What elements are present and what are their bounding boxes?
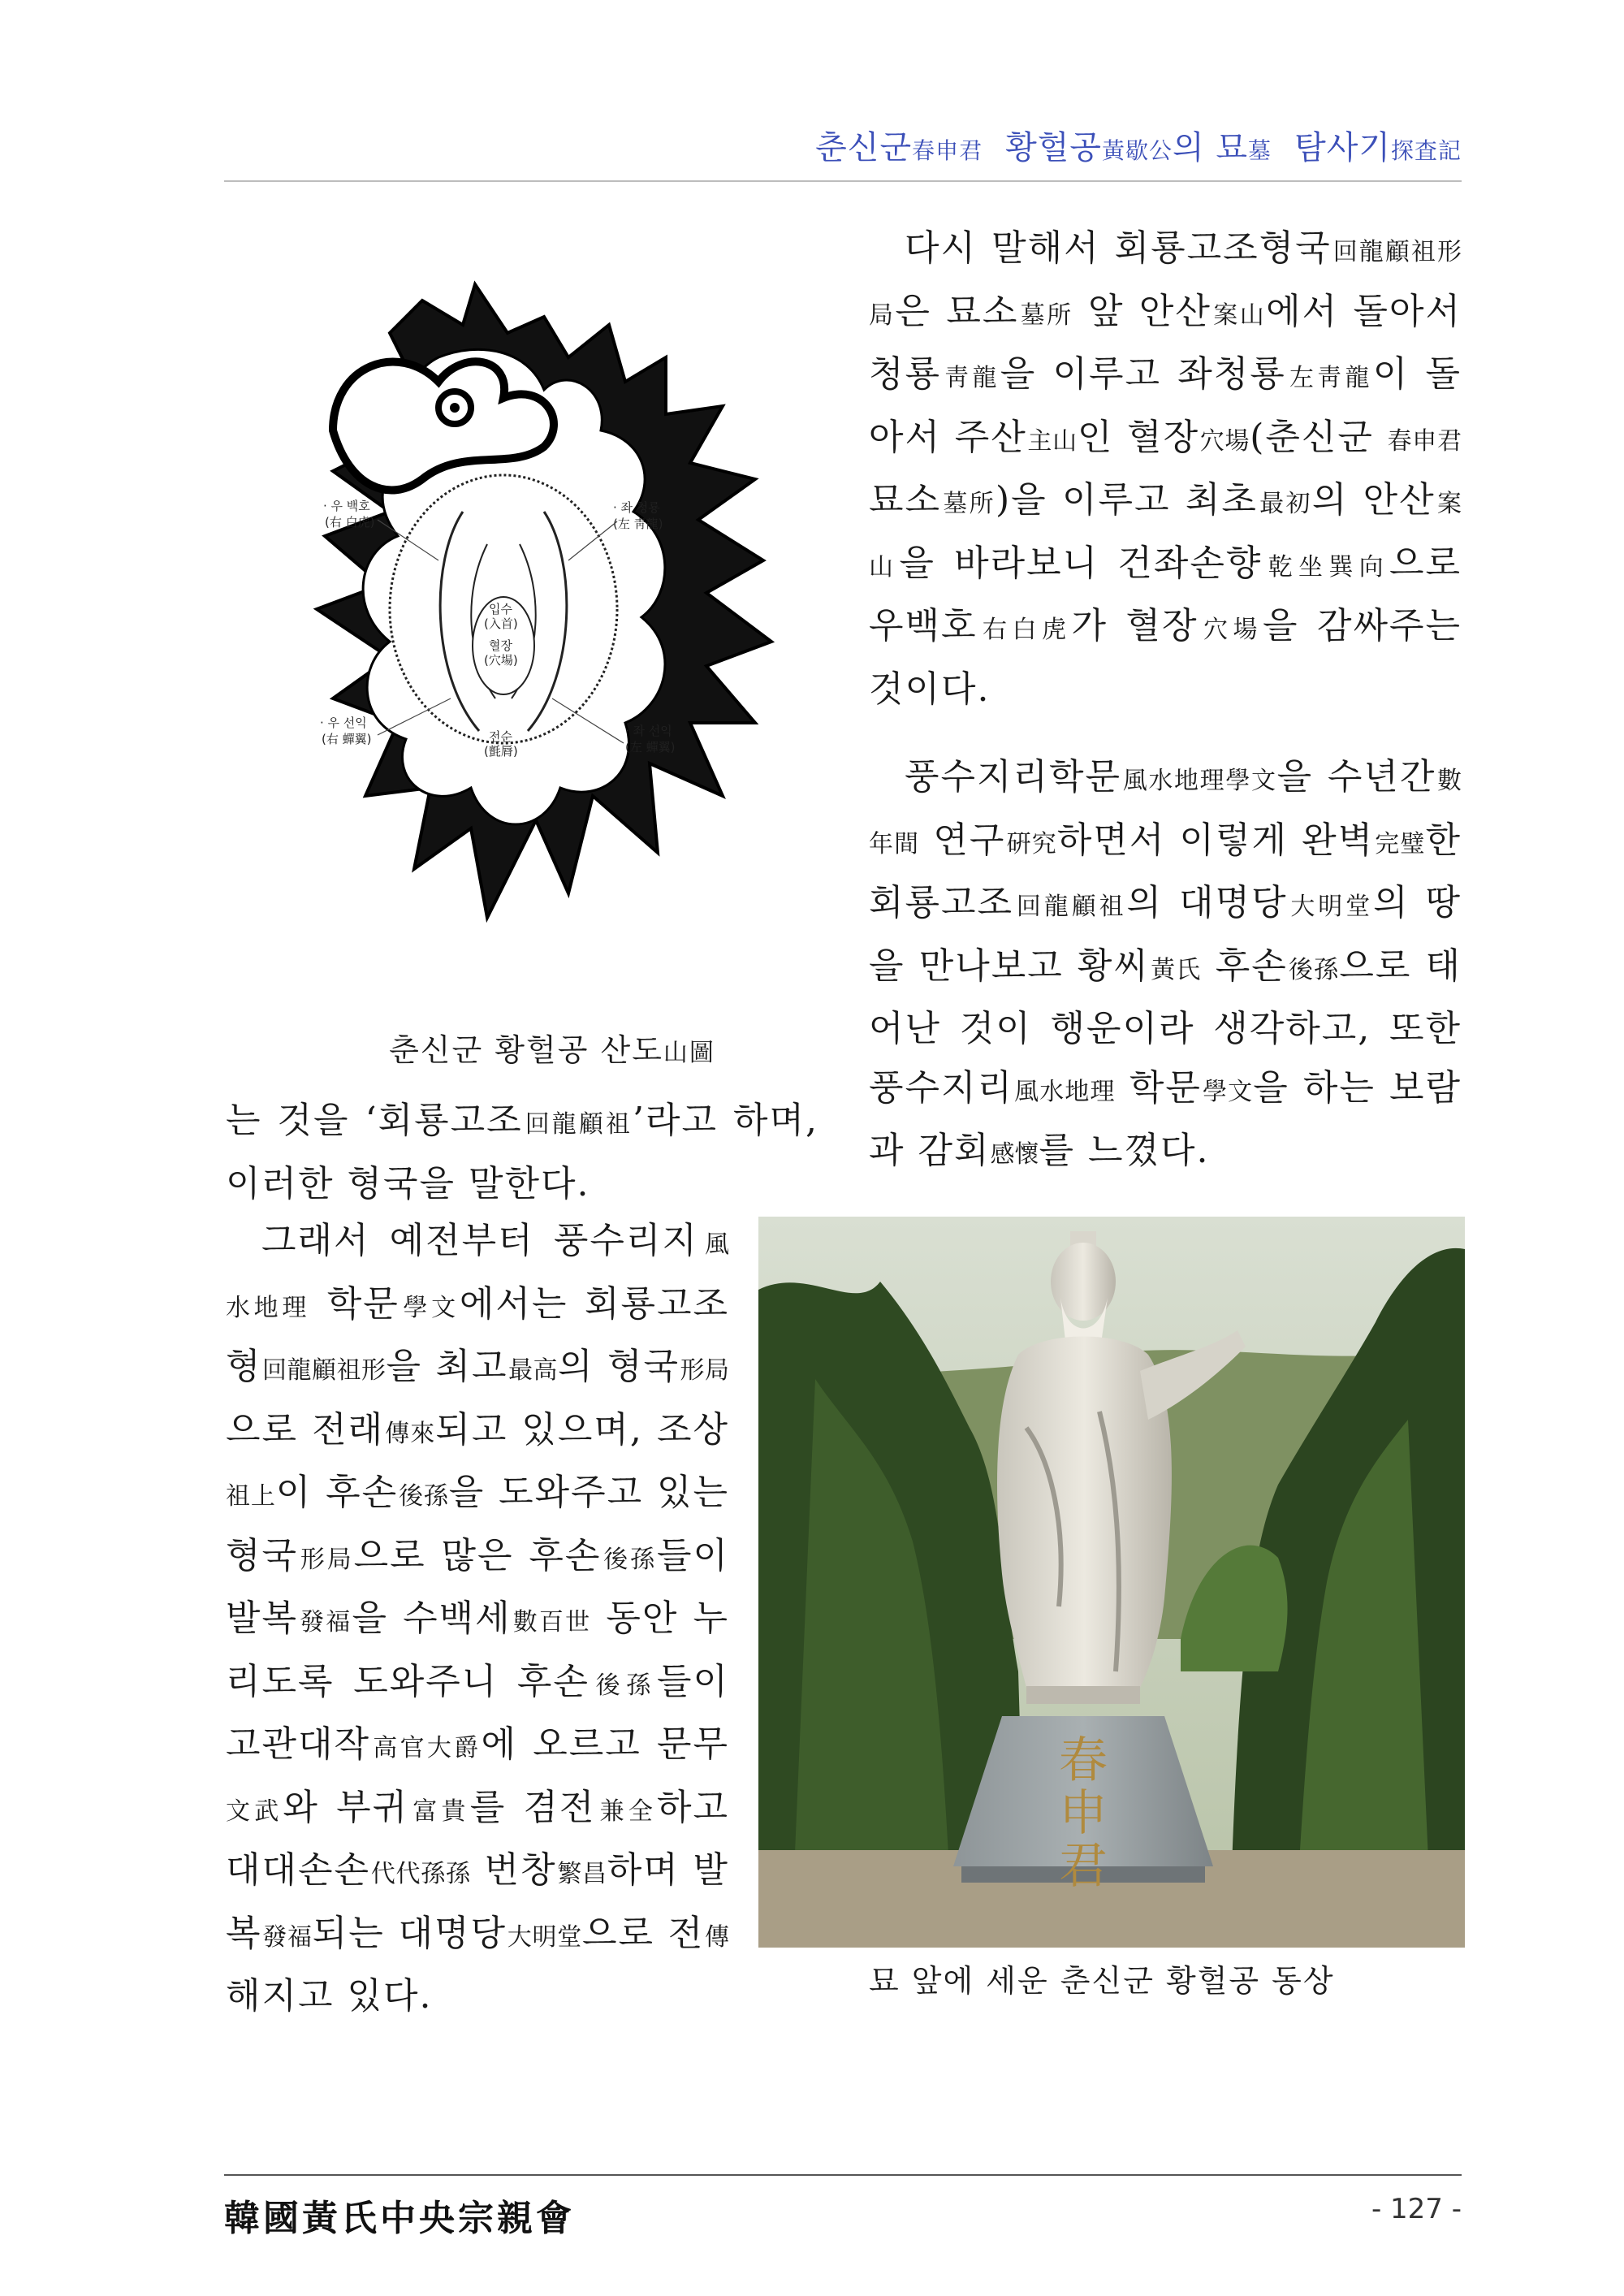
hanja-gloss: 繁昌 bbox=[556, 1860, 607, 1888]
hanja-gloss: 黃氏 bbox=[1149, 955, 1202, 984]
hanja-gloss: 主山 bbox=[1026, 426, 1078, 456]
hanja-gloss: 傳來 bbox=[384, 1419, 436, 1448]
hanja-gloss: 最初 bbox=[1257, 490, 1312, 518]
hanja-gloss: 回龍顧祖 bbox=[1331, 238, 1438, 266]
hanja-gloss: 數年間 bbox=[869, 767, 1462, 858]
hanja-gloss: 形局 bbox=[298, 1545, 354, 1574]
text-run: 은 묘소 bbox=[895, 290, 1019, 332]
hanja-gloss: 右白虎 bbox=[977, 616, 1072, 644]
text-run: 와 부귀 bbox=[283, 1786, 409, 1828]
text-run: 에서는 회룡고조형 bbox=[226, 1282, 730, 1387]
header-h2: 黃歇公 bbox=[1102, 137, 1173, 164]
hanja-gloss: 左靑龍 bbox=[1285, 364, 1373, 392]
header-divider bbox=[224, 180, 1462, 182]
text-run: 번창 bbox=[470, 1849, 557, 1891]
text-run: )을 이루고 최초 bbox=[996, 479, 1258, 521]
text-run: 의 안산 bbox=[1311, 479, 1436, 521]
label-jeonsun-h: (氈脣) bbox=[484, 744, 518, 759]
hanja-gloss: 案山 bbox=[869, 490, 1462, 582]
hanja-gloss: 後孫 bbox=[1287, 955, 1340, 984]
text-run: 후손 bbox=[1201, 945, 1288, 987]
left-paragraph-2 bbox=[226, 1212, 729, 2026]
text-run: 하며 발복 bbox=[226, 1849, 730, 1954]
hanja-gloss: 乾坐巽向 bbox=[1262, 552, 1389, 582]
label-hyeoljang-h: (穴場) bbox=[484, 653, 518, 668]
label-hyeoljang: 혈장 bbox=[489, 638, 512, 653]
hanja-gloss: 穴場 bbox=[1199, 426, 1250, 456]
label-blue-dragon-h: (左 靑龍) bbox=[613, 517, 663, 531]
text-run: 되는 대명당 bbox=[312, 1912, 508, 1954]
hanja-gloss: 案山 bbox=[1211, 301, 1267, 330]
text-run: 을 하는 보람과 감회 bbox=[869, 1066, 1462, 1171]
text-run: 한 회룡고조 bbox=[869, 819, 1462, 923]
statue-photo bbox=[758, 1217, 1465, 1948]
header-h1: 春申君 bbox=[912, 137, 983, 164]
right-paragraph-1 bbox=[869, 219, 1462, 719]
hanja-gloss: 發福 bbox=[298, 1608, 352, 1637]
pedestal-char-3: 君 bbox=[1059, 1838, 1108, 1895]
label-left-wing-h: (左 蟬翼) bbox=[625, 740, 676, 755]
hanja-gloss: 回龍顧祖形 bbox=[261, 1356, 387, 1385]
text-run: 이 후손 bbox=[275, 1472, 399, 1513]
text-run: 을 감싸주는 것이다. bbox=[869, 605, 1462, 710]
hanja-gloss: 文武 bbox=[226, 1797, 283, 1826]
header-h3: 墓 bbox=[1248, 137, 1272, 164]
hanja-gloss: 大明堂 bbox=[1287, 893, 1374, 921]
hanja-gloss: 墓所 bbox=[1018, 301, 1073, 330]
label-entry-head-h: (入首) bbox=[484, 616, 518, 631]
text-run: 을 수년간 bbox=[1276, 756, 1436, 798]
text-run: 의 대명당 bbox=[1126, 882, 1288, 923]
text-run: 그래서 예전부터 풍수리지 bbox=[261, 1220, 698, 1261]
hanja-gloss: 後孫 bbox=[601, 1545, 658, 1574]
text-run: 으로 많은 후손 bbox=[353, 1534, 602, 1576]
text-run: 하고 대대손손 bbox=[226, 1786, 730, 1891]
hanja-gloss: 後孫 bbox=[398, 1482, 449, 1511]
hanja-gloss: 兼全 bbox=[595, 1797, 658, 1826]
photo-caption: 묘 앞에 세운 춘신군 황헐공 동상 bbox=[869, 1963, 1335, 1999]
text-run: 학문 bbox=[310, 1282, 400, 1325]
hanja-gloss: 學文 bbox=[399, 1293, 460, 1322]
text-run: 의 형국 bbox=[558, 1346, 680, 1387]
text-run: 는 것을 ‘회룡고조 bbox=[226, 1100, 523, 1141]
hanja-gloss: 春申君 bbox=[1387, 426, 1462, 456]
text-run: 으로 태어난 것이 행운이라 생각하고, 또한 풍수지리 bbox=[869, 945, 1462, 1109]
hanja-gloss: 墓所 bbox=[941, 490, 996, 518]
footer-organization: 韓國黃氏中央宗親會 bbox=[224, 2198, 575, 2239]
header-k1: 춘신군 bbox=[815, 129, 913, 166]
text-run: 학문 bbox=[1115, 1066, 1202, 1109]
hanja-gloss: 穴場 bbox=[1198, 616, 1263, 644]
hanja-gloss: 風水地理 bbox=[226, 1230, 730, 1322]
left-paragraph-1 bbox=[226, 1092, 818, 1213]
text-run: 에서 돌아서 청룡 bbox=[869, 290, 1462, 395]
header-k2: 황헐공 bbox=[1005, 129, 1103, 166]
hanja-gloss: 形局 bbox=[869, 238, 1462, 330]
hanja-gloss: 數百世 bbox=[511, 1608, 592, 1637]
text-run: 으로 우백호 bbox=[869, 542, 1462, 646]
hanja-gloss: 代代孫孫 bbox=[370, 1860, 471, 1888]
label-left-wing: · 좌 선익 bbox=[625, 724, 672, 738]
label-right-wing: · 우 선익 bbox=[320, 716, 367, 730]
hanja-gloss: 後孫 bbox=[589, 1671, 657, 1700]
text-run: 다시 말해서 회룡고조형국 bbox=[905, 227, 1332, 269]
hanja-gloss: 硏究 bbox=[1005, 829, 1057, 858]
text-run: 연구 bbox=[919, 819, 1006, 861]
text-run: 앞 안산 bbox=[1073, 290, 1212, 332]
right-paragraph-2 bbox=[869, 748, 1462, 1185]
text-run: 동안 누리도록 도와주니 후손 bbox=[226, 1598, 729, 1702]
hanja-gloss: 回龍顧祖 bbox=[1013, 893, 1127, 921]
text-run: 으로 전 bbox=[582, 1912, 705, 1954]
hanja-gloss: 感懷 bbox=[990, 1140, 1039, 1169]
text-run: 묘소 bbox=[869, 479, 942, 521]
hanja-gloss: 最高 bbox=[508, 1356, 559, 1385]
text-run: 을 최고 bbox=[386, 1346, 508, 1387]
text-run: 을 수백세 bbox=[352, 1598, 512, 1639]
label-blue-dragon: · 좌 청룡 bbox=[613, 500, 660, 515]
hanja-gloss: 大明堂 bbox=[507, 1922, 583, 1952]
header-k3: 의 묘 bbox=[1173, 129, 1249, 166]
text-run: (춘신군 bbox=[1250, 416, 1388, 458]
pedestal-char-2: 申 bbox=[1059, 1785, 1108, 1842]
diagram-caption: 춘신군 황헐공 산도山圖 bbox=[389, 1032, 715, 1068]
label-right-wing-h: (右 蟬翼) bbox=[322, 732, 372, 746]
pedestal-char-1: 春 bbox=[1059, 1732, 1108, 1789]
text-run: 의 땅을 만나보고 황씨 bbox=[869, 882, 1462, 987]
label-white-tiger-h: (右 白虎) bbox=[325, 515, 375, 530]
text-run: 가 혈장 bbox=[1071, 605, 1199, 646]
sando-diagram bbox=[300, 268, 804, 1007]
hanja-gloss: 高官大爵 bbox=[370, 1734, 482, 1762]
text-run: 을 바라보니 건좌손향 bbox=[899, 542, 1263, 584]
hanja-gloss: 祖上 bbox=[226, 1482, 276, 1511]
hanja-gloss: 富貴 bbox=[408, 1797, 470, 1826]
label-white-tiger: · 우 백호 bbox=[323, 499, 370, 513]
text-run: 를 겸전 bbox=[469, 1786, 596, 1828]
text-run: 들이 고관대작 bbox=[226, 1660, 730, 1765]
hanja-gloss: 風水地理學文 bbox=[1121, 767, 1277, 795]
hanja-gloss: 回龍顧祖 bbox=[522, 1110, 633, 1139]
text-run: 를 느꼈다. bbox=[1039, 1130, 1210, 1171]
text-run: 들이 발복 bbox=[226, 1534, 730, 1639]
text-run: 에 오르고 문무 bbox=[481, 1723, 730, 1765]
running-header bbox=[227, 122, 1462, 168]
page-number: - 127 - bbox=[1371, 2193, 1462, 2225]
text-run: 을 이루고 좌청룡 bbox=[1000, 353, 1286, 395]
hanja-gloss: 靑龍 bbox=[941, 364, 1000, 392]
text-run: 을 도와주고 있는 형국 bbox=[226, 1472, 729, 1576]
text-run: ’라고 하며, 이러한 형국을 말한다. bbox=[226, 1100, 818, 1204]
header-h4: 探査記 bbox=[1390, 137, 1462, 164]
hanja-gloss: 完璧 bbox=[1374, 829, 1426, 858]
text-run: 으로 전래 bbox=[226, 1408, 385, 1451]
hanja-gloss: 形局 bbox=[680, 1356, 730, 1385]
text-run: 이 돌아서 주산 bbox=[869, 353, 1462, 458]
hanja-gloss: 學文 bbox=[1201, 1077, 1254, 1106]
text-run: 풍수지리학문 bbox=[905, 756, 1122, 798]
hanja-gloss: 發福 bbox=[261, 1922, 313, 1952]
footer-divider bbox=[224, 2174, 1462, 2176]
label-jeonsun: 전순 bbox=[489, 729, 512, 744]
text-run: 되고 있으며, 조상 bbox=[435, 1408, 729, 1451]
text-run: 하면서 이렇게 완벽 bbox=[1056, 819, 1375, 861]
text-run: 해지고 있다. bbox=[226, 1975, 433, 2017]
label-entry-head: 입수 bbox=[489, 602, 512, 616]
header-k4: 탐사기 bbox=[1294, 129, 1391, 166]
text-run: 인 혈장 bbox=[1077, 416, 1200, 458]
hanja-gloss: 風水地理 bbox=[1013, 1077, 1116, 1106]
hanja-gloss: 傳 bbox=[704, 1922, 730, 1952]
